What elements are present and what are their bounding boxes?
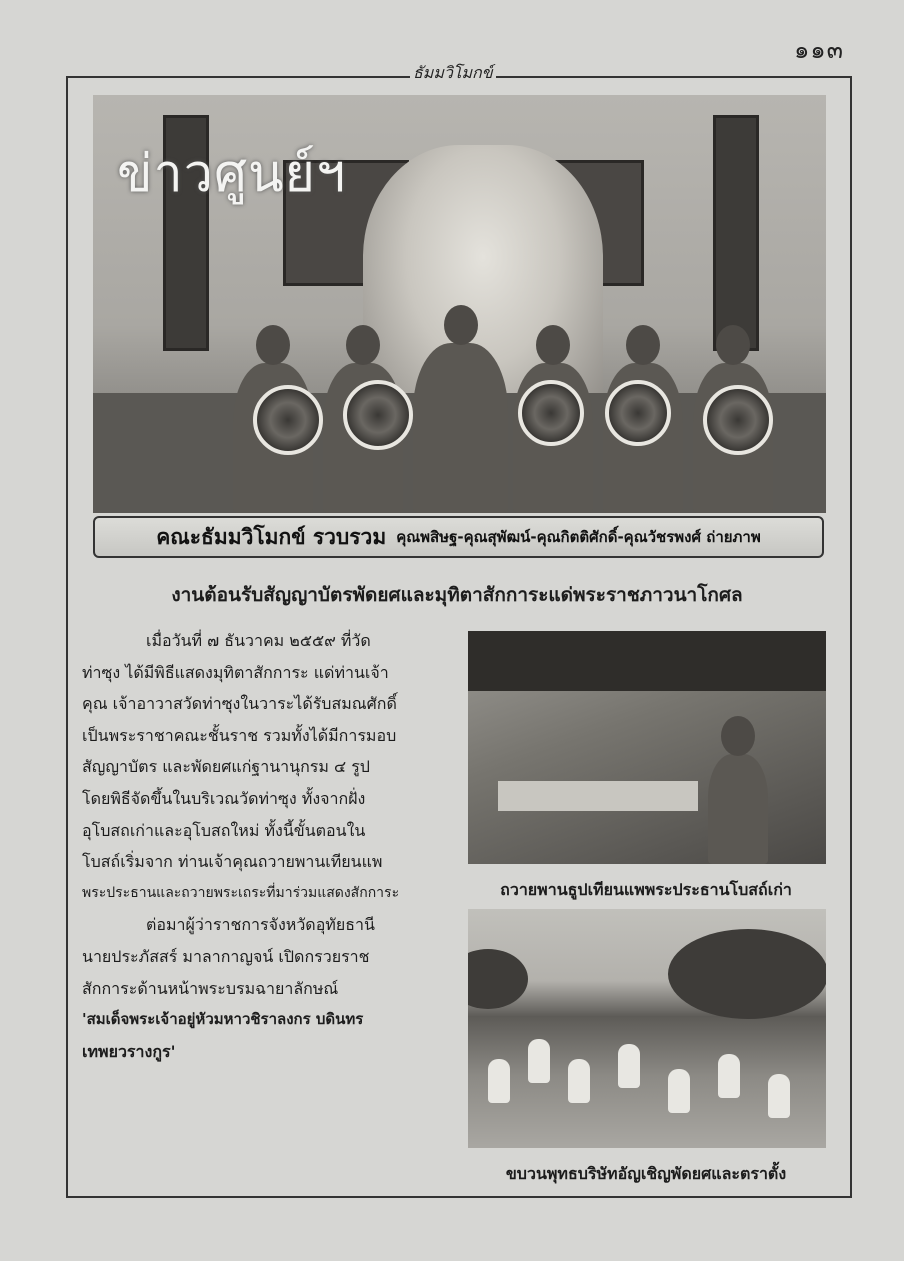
monk-figure (708, 754, 768, 864)
article-body (82, 625, 448, 1067)
body-line: อุโบสถเก่าและอุโบสถใหม่ ทั้งนี้ขั้นตอนใน (82, 820, 366, 840)
procession-person (718, 1054, 740, 1098)
procession-person (528, 1039, 550, 1083)
body-line: พระประธานและถวายพระเถระที่มาร่วมแสดงสักการะ (82, 884, 400, 901)
photo-altar-table (498, 781, 698, 811)
ceremonial-fan (343, 380, 413, 450)
procession-photo (468, 909, 826, 1148)
ordination-hall-photo (468, 631, 826, 864)
body-line: เป็นพระราชาคณะชั้นราช รวมทั้งได้มีการมอบ (82, 725, 397, 745)
page-number: ๑๑๓ (794, 36, 844, 64)
monk-figure (413, 343, 508, 513)
photo2-caption: ขบวนพุทธบริษัทอัญเชิญพัดยศและตราตั้ง (505, 1164, 787, 1183)
body-line: ท่าซุง ได้มีพิธีแสดงมุทิตาสักการะ แด่ท่านเจ้า (82, 662, 389, 682)
photo1-caption: ถวายพานธูปเทียนแพพระประธานโบสถ์เก่า (500, 880, 792, 899)
body-line: ต่อมาผู้ว่าราชการจังหวัดอุทัยธานี (146, 915, 375, 935)
photo-trees (468, 949, 528, 1009)
photo-trees (668, 929, 826, 1019)
credit-compiled-by: คณะธัมมวิโมกข์ รวบรวม (156, 524, 387, 549)
procession-person (618, 1044, 640, 1088)
photo-door-right (713, 115, 759, 351)
news-section-title: ข่าวศูนย์ฯ (117, 144, 347, 204)
photo-ceiling (468, 631, 826, 691)
body-line: คุณ เจ้าอาวาสวัดท่าซุงในวาระได้รับสมณศักดิ์ (82, 694, 397, 714)
procession-person (568, 1059, 590, 1103)
body-line: เทพยวรางกูร' (82, 1041, 176, 1061)
ceremonial-fan (518, 380, 584, 446)
credit-photographers: คุณพสิษฐ-คุณสุพัฒน์-คุณกิตติศักดิ์-คุณวัชรพงศ์ ถ่ายภาพ (396, 528, 761, 546)
photo-credit-bar (93, 516, 824, 558)
body-line: 'สมเด็จพระเจ้าอยู่หัวมหาวชิราลงกร บดินทร (82, 1010, 364, 1029)
procession-person (768, 1074, 790, 1118)
ceremonial-fan (253, 385, 323, 455)
ceremonial-fan (605, 380, 671, 446)
procession-person (488, 1059, 510, 1103)
ceremonial-fan (703, 385, 773, 455)
article-title: งานต้อนรับสัญญาบัตรพัดยศและมุทิตาสักการะแด่พระราชภาวนาโกศล (171, 584, 743, 606)
procession-person (668, 1069, 690, 1113)
body-line: โบสถ์เริ่มจาก ท่านเจ้าคุณถวายพานเทียนแพ (82, 852, 383, 872)
publication-header: ธัมมวิโมกข์ (410, 61, 496, 86)
ceremony-photo (93, 95, 826, 513)
body-line: นายประภัสสร์ มาลากาญจน์ เปิดกรวยราช (82, 946, 370, 966)
body-line: สัญญาบัตร และพัดยศแก่ฐานานุกรม ๔ รูป (82, 757, 370, 777)
body-line: โดยพิธีจัดขึ้นในบริเวณวัดท่าซุง ทั้งจากฝั่ง (82, 788, 366, 808)
body-line: สักการะด้านหน้าพระบรมฉายาลักษณ์ (82, 978, 339, 998)
body-line: เมื่อวันที่ ๗ ธันวาคม ๒๕๕๙ ที่วัด (146, 631, 371, 650)
